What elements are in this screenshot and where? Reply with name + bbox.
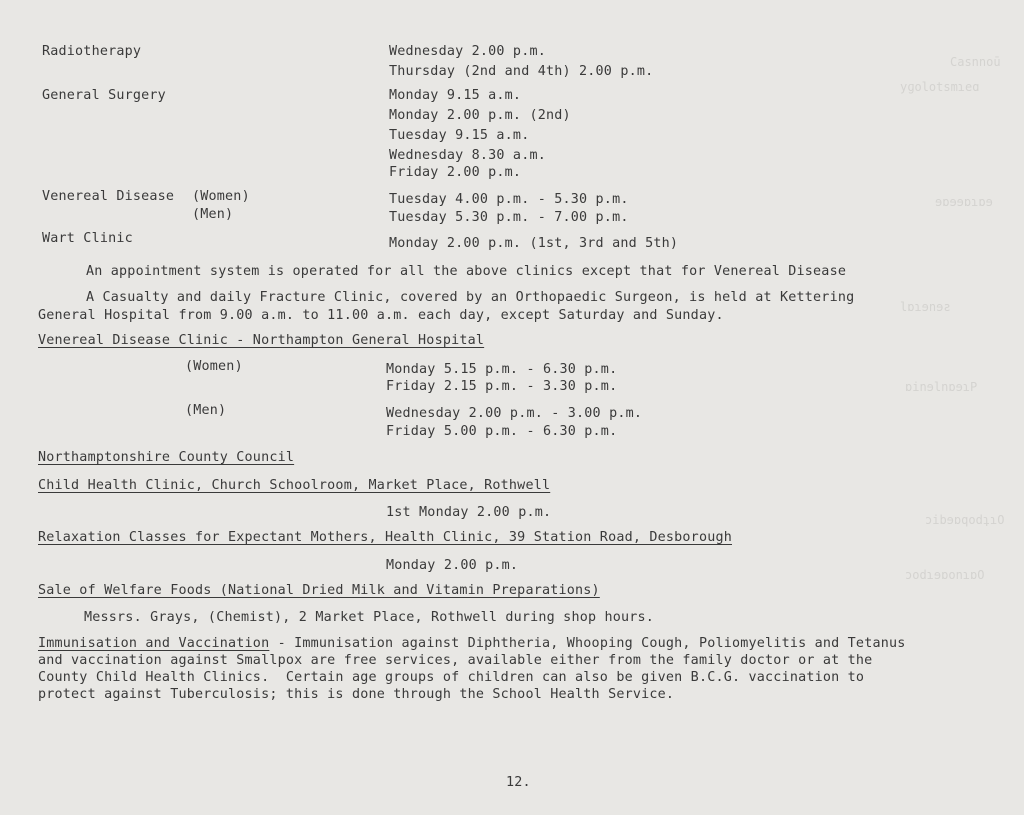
welfare-foods-heading: Sale of Welfare Foods (National Dried Milk and Vitamin Preparations) — [38, 583, 600, 598]
vd-clinic-men-time: Friday 5.00 p.m. - 6.30 p.m. — [386, 424, 618, 439]
vd-clinic-women-time: Monday 5.15 p.m. - 6.30 p.m. — [386, 362, 618, 377]
bleed-through-decoration: ɔibɘɒqodʇɿO — [925, 513, 1005, 527]
relaxation-classes-time: Monday 2.00 p.m. — [386, 558, 519, 573]
general-surgery-time: Wednesday 8.30 a.m. — [389, 148, 546, 163]
immunisation-text: County Child Health Clinics. Certain age groups of children can also be given B.C.G. vaccination to — [38, 670, 865, 685]
venereal-disease-men-time: Tuesday 5.30 p.m. - 7.00 p.m. — [389, 210, 629, 225]
bleed-through-decoration: Casnnoū — [950, 55, 1001, 69]
casualty-note: General Hospital from 9.00 a.m. to 11.00 a.m. each day, except Saturday and Sunday. — [38, 308, 724, 323]
child-health-clinic-time: 1st Monday 2.00 p.m. — [386, 505, 552, 520]
radiotherapy-time: Thursday (2nd and 4th) 2.00 p.m. — [389, 64, 654, 79]
immunisation-heading: Immunisation and Vaccination — [38, 636, 270, 651]
venereal-disease-men-label: (Men) — [192, 207, 234, 222]
immunisation-text: - Immunisation against Diphtheria, Whooping Cough, Poliomyelitis and Tetanus — [269, 636, 906, 651]
radiotherapy-time: Wednesday 2.00 p.m. — [389, 44, 546, 59]
radiotherapy-label: Radiotherapy — [42, 44, 142, 59]
general-surgery-label: General Surgery — [42, 88, 166, 103]
child-health-clinic-heading: Child Health Clinic, Church Schoolroom, Market Place, Rothwell — [38, 478, 551, 493]
vd-clinic-men-label: (Men) — [185, 403, 227, 418]
venereal-disease-label: Venereal Disease — [42, 189, 175, 204]
vd-clinic-women-time: Friday 2.15 p.m. - 3.30 p.m. — [386, 379, 618, 394]
vd-clinic-men-time: Wednesday 2.00 p.m. - 3.00 p.m. — [386, 406, 643, 421]
bleed-through-decoration: ɔodɿɘɒonɿɒO — [905, 568, 985, 582]
bleed-through-decoration: ɒinɘlnɒɘɿP — [905, 380, 978, 394]
appointment-note: An appointment system is operated for all the above clinics except that for Venereal Disease — [86, 264, 847, 279]
welfare-foods-text: Messrs. Grays, (Chemist), 2 Market Place, Rothwell during shop hours. — [84, 610, 655, 625]
immunisation-text: protect against Tuberculosis; this is done through the School Health Service. — [38, 687, 675, 702]
county-council-heading: Northamptonshire County Council — [38, 450, 295, 465]
bleed-through-decoration: ɘɒɘɘɒɿɒɘ — [935, 195, 993, 209]
relaxation-classes-heading: Relaxation Classes for Expectant Mothers, Health Clinic, 39 Station Road, Desborough — [38, 530, 732, 545]
venereal-disease-women-label: (Women) — [192, 189, 250, 204]
wart-clinic-time: Monday 2.00 p.m. (1st, 3rd and 5th) — [389, 236, 679, 251]
general-surgery-time: Monday 2.00 p.m. (2nd) — [389, 108, 571, 123]
casualty-note: A Casualty and daily Fracture Clinic, covered by an Orthopaedic Surgeon, is held at Kettering — [86, 290, 855, 305]
vd-clinic-women-label: (Women) — [185, 359, 243, 374]
page-number: 12. — [506, 775, 531, 790]
immunisation-text: and vaccination against Smallpox are free services, available either from the family doctor or at the — [38, 653, 873, 668]
venereal-disease-women-time: Tuesday 4.00 p.m. - 5.30 p.m. — [389, 192, 629, 207]
general-surgery-time: Monday 9.15 a.m. — [389, 88, 522, 103]
general-surgery-time: Friday 2.00 p.m. — [389, 165, 522, 180]
wart-clinic-label: Wart Clinic — [42, 231, 133, 246]
general-surgery-time: Tuesday 9.15 a.m. — [389, 128, 530, 143]
bleed-through-decoration: yɡolotsmɿeɑ — [900, 80, 980, 94]
bleed-through-decoration: lɒɿɘnɘƨ — [900, 300, 951, 314]
vd-clinic-heading: Venereal Disease Clinic - Northampton General Hospital — [38, 333, 485, 348]
